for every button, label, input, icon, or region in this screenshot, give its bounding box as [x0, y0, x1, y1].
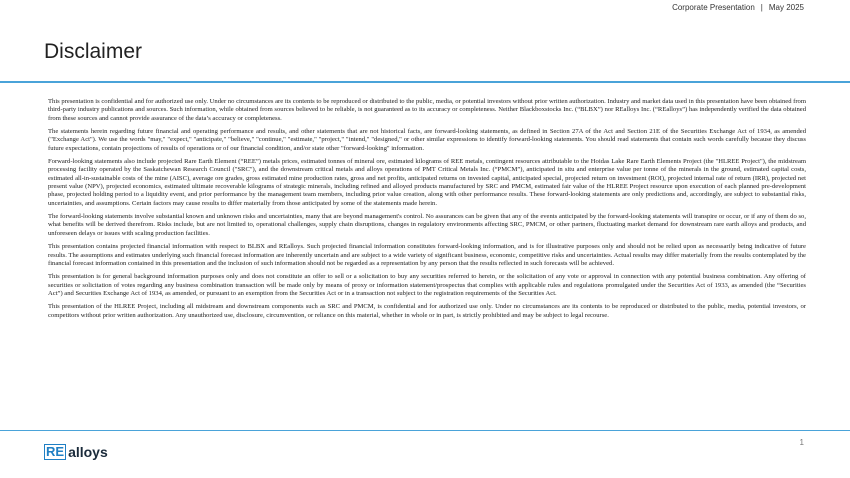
paragraph-financial-info: This presentation contains projected financial information with respect to BLBX and REalloys. Such projected financial information constitutes forward-looking information, and is for illustrative purposes only and should not be relied upon as necessarily being indicative of future results. The assumptions and estimates underlying such financial forecast information are inherently uncertain and are subject to a wide variety of significant business, economic, competitive risks and uncertainties. Actual results may differ materially from the results contemplated by the financial forecast information contained in this presentation and the inclusion of such information should not be regarded as a representation by any person that the results reflected in such forecasts will be achieved. [48, 243, 806, 267]
realloys-logo [44, 443, 108, 461]
paragraph-risks: The forward-looking statements involve substantial known and unknown risks and uncertainties, many that are beyond management's control. No assurances can be given that any of the events anticipated by the forward-looking statements will transpire or occur, or if any of them do so, what benefits will be derived therefrom. Risks include, but are not limited to, operational challenges, supply chain disruptions, changes in regulatory environments affecting SRC, PMCM, or other partners, fluctuating market demand for downstream rare earth alloys and products, and unforeseen delays or issues with scaling production facilities. [48, 213, 806, 237]
doc-date: May 2025 [768, 3, 804, 12]
top-divider [0, 81, 850, 83]
paragraph-confidentiality: This presentation is confidential and for authorized use only. Under no circumstances are its contents to be reproduced or distributed to the public, media, or potential investors without prior written authorization. Industry and market data used in this presentation have been obtained from third-party industry publications and sources. Such information, while obtained from sources believed to be reliable, is not guaranteed as to its accuracy or completeness. Neither Blackboxstocks Inc. (“BLBX”) nor REalloys Inc. (“REalloys”) has independently verified the data obtained from these sources and cannot provide assurance of the data’s accuracy or completeness. [48, 98, 806, 122]
bottom-divider [0, 430, 850, 431]
logo-re-box: RE [46, 444, 65, 459]
page-title: Disclaimer [44, 40, 143, 63]
disclaimer-body [48, 98, 806, 325]
doc-type: Corporate Presentation [672, 3, 755, 12]
logo-alloys-text: alloys [68, 444, 108, 460]
header-separator: | [760, 3, 763, 12]
paragraph-no-offer: This presentation is for general background information purposes only and does not constitute an offer to sell or a solicitation to buy any securities referred to herein, or the solicitation of any vote or approval in connection with any potential business combination. Any offering of securities or solicitation of votes regarding any business combination transaction will be made only by means of proxy or information statement/prospectus that complies with applicable rules and regulations promulgated under the Securities Act of 1933, as amended (the “Securities Act”) and Securities Exchange Act of 1934, as amended, or pursuant to an exemption from the Securities Act or in a transaction not subject to the registration requirements of the Securities Act. [48, 273, 806, 297]
header-meta [672, 3, 804, 12]
paragraph-hlree-confidential: This presentation of the HLREE Project, including all midstream and downstream components such as SRC and PMCM, is confidential and for authorized use only. Under no circumstances are its contents to be reproduced or distributed to the public, media, potential investors, or competitors without prior written authorization. Any unauthorized use, disclosure, circumvention, or reliance on this material, whether in whole or in part, is strictly prohibited and may be subject to legal recourse. [48, 303, 806, 319]
page-number: 1 [799, 438, 804, 447]
paragraph-projections: Forward-looking statements also include projected Rare Earth Element (“REE”) metals prices, estimated tonnes of mineral ore, estimated kilograms of REE metals, contingent resources attributable to the Hoidas Lake Rare Earth Elements Project (the "HLREE Project"), the midstream processing facility operated by the Saskatchewan Research Council ("SRC"), and the downstream critical metals and alloys operations of PMT Critical Metals Inc. (“PMCM”), anticipated in situ and enterprise value per tonne of the minerals in the ground, estimated capital costs, estimated all-in-sustainable costs of the mine (AISC), average ore grades, gross estimated mine production rates, gross and net profits, anticipated returns on invested capital, anticipated special, projected return on investment (ROI), projected internal rate of return (IRR), projected net present value (NPV), projected economics, estimated ultimate recoverable kilograms of strategic minerals, including refined and alloyed products manufactured by SRC and PMCM, estimated fair value of the HLREE Project resource upon execution of each planned pre-development phase, projected holding period to a liquidity event, and prior performance by the management team members, including prior value creation, along with other performance results. These forward-looking statements are only predictions and, accordingly, are subject to substantial risks, uncertainties, and assumptions. Certain factors may cause results to differ materially from those anticipated by some of the statements made herein. [48, 158, 806, 207]
paragraph-forward-looking: The statements herein regarding future financial and operating performance and results, and other statements that are not historical facts, are forward-looking statements, as defined in Section 27A of the Act and Section 21E of the Securities Exchange Act of 1934, as amended ("Exchange Act"). We use the words "may," "expect," "anticipate," "believe," "continue," "estimate," "project," "intend," "designed," or other similar expressions to identify forward-looking statements. You should read statements that contain such words carefully because they discuss future expectations, contain projections of results of operations or of our financial condition, and/or state other "forward-looking" information. [48, 128, 806, 152]
